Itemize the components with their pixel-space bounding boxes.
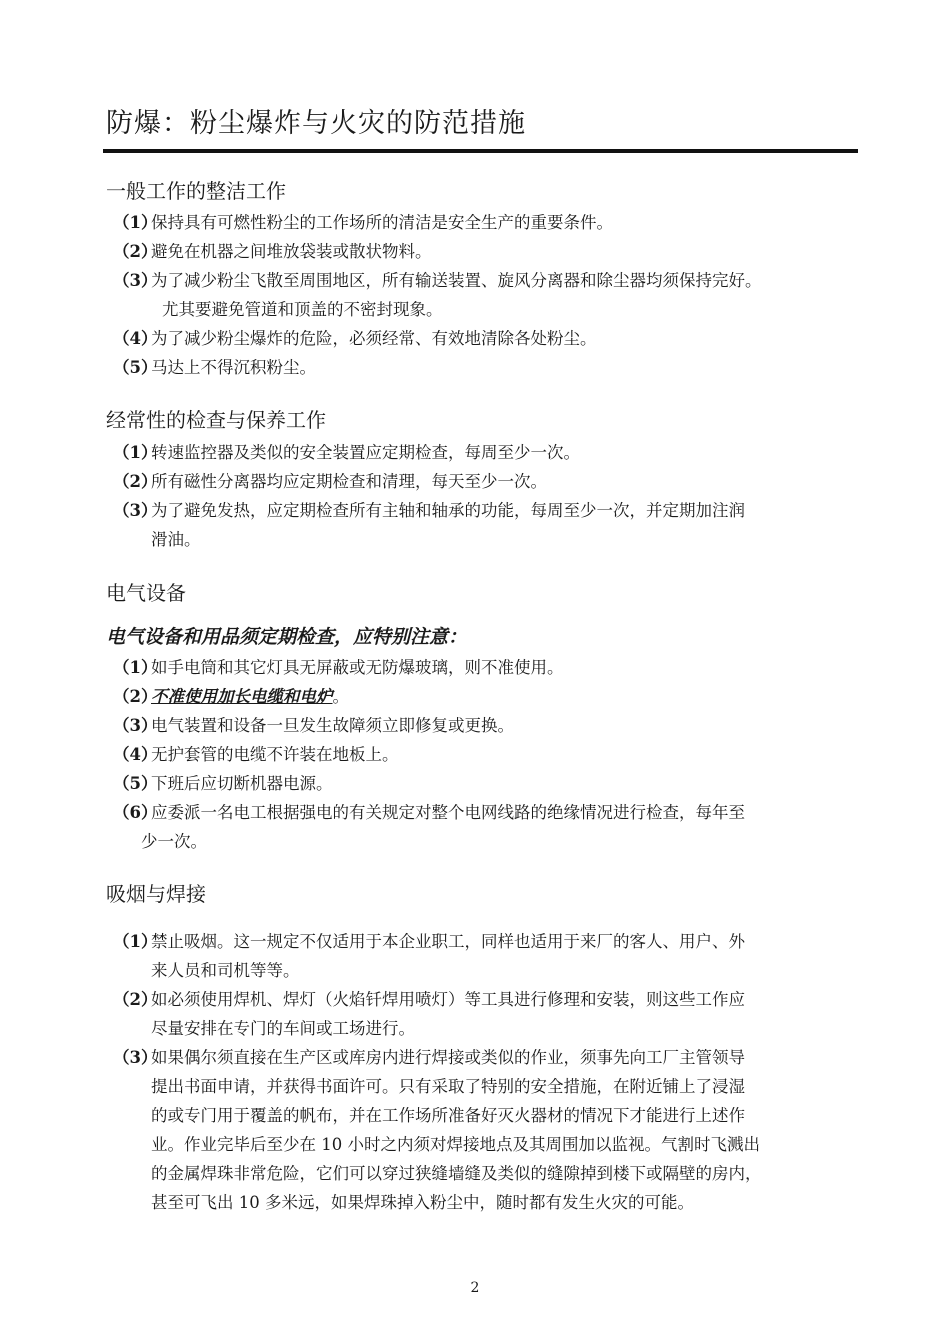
section-heading: 电气设备 bbox=[106, 581, 186, 605]
list-item-continuation: 少一次。 bbox=[141, 832, 207, 851]
list-item: （3）为了避免发热，应定期检查所有主轴和轴承的功能，每周至少一次，并定期加注润 bbox=[113, 501, 745, 520]
list-item: （1）禁止吸烟。这一规定不仅适用于本企业职工，同样也适用于来厂的客人、用户、外 bbox=[113, 932, 745, 951]
list-item-continuation: 的或专门用于覆盖的帆布，并在工作场所准备好灭火器材的情况下才能进行上述作 bbox=[151, 1106, 745, 1125]
list-item-continuation: 尤其要避免管道和顶盖的不密封现象。 bbox=[162, 300, 443, 319]
emphasized-text: 不准使用加长电缆和电炉 bbox=[151, 687, 333, 706]
list-item-continuation: 来人员和司机等等。 bbox=[151, 961, 300, 980]
list-item-continuation: 的金属焊珠非常危险，它们可以穿过狭缝墙缝及类似的缝隙掉到楼下或隔壁的房内， bbox=[151, 1164, 762, 1183]
section-heading: 吸烟与焊接 bbox=[106, 882, 206, 906]
list-item: （3）如果偶尔须直接在生产区或库房内进行焊接或类似的作业，须事先向工厂主管领导 bbox=[113, 1048, 745, 1067]
list-item: （3）电气装置和设备一旦发生故障须立即修复或更换。 bbox=[113, 716, 514, 735]
section-heading: 经常性的检查与保养工作 bbox=[106, 408, 326, 432]
section-subheading: 电气设备和用品须定期检查，应特别注意： bbox=[106, 626, 468, 648]
list-item: （4）无护套管的电缆不许装在地板上。 bbox=[113, 745, 399, 764]
page-number: 2 bbox=[470, 1280, 480, 1296]
list-item-continuation: 滑油。 bbox=[151, 530, 201, 549]
list-item-continuation: 提出书面申请，并获得书面许可。只有采取了特别的安全措施，在附近铺上了浸湿 bbox=[151, 1077, 745, 1096]
list-item: （3）为了减少粉尘飞散至周围地区，所有输送装置、旋风分离器和除尘器均须保持完好。 bbox=[113, 271, 762, 290]
section-heading: 一般工作的整洁工作 bbox=[106, 179, 286, 203]
title-divider bbox=[103, 149, 858, 153]
list-item: （1）转速监控器及类似的安全装置应定期检查，每周至少一次。 bbox=[113, 443, 580, 462]
list-item: （2）所有磁性分离器均应定期检查和清理，每天至少一次。 bbox=[113, 472, 547, 491]
list-item: （2）不准使用加长电缆和电炉。 bbox=[113, 687, 349, 706]
list-item: （2）如必须使用焊机、焊灯（火焰钎焊用喷灯）等工具进行修理和安装，则这些工作应 bbox=[113, 990, 745, 1009]
list-item-continuation: 尽量安排在专门的车间或工场进行。 bbox=[151, 1019, 415, 1038]
list-item-continuation: 甚至可飞出 10 多米远，如果焊珠掉入粉尘中，随时都有发生火灾的可能。 bbox=[151, 1193, 694, 1212]
list-item-continuation: 业。作业完毕后至少在 10 小时之内须对焊接地点及其周围加以监视。气割时飞溅出 bbox=[151, 1135, 760, 1154]
list-item: （6）应委派一名电工根据强电的有关规定对整个电网线路的绝缘情况进行检查，每年至 bbox=[113, 803, 745, 822]
list-item: （1）如手电筒和其它灯具无屏蔽或无防爆玻璃，则不准使用。 bbox=[113, 658, 564, 677]
list-item: （1）保持具有可燃性粉尘的工作场所的清洁是安全生产的重要条件。 bbox=[113, 213, 613, 232]
list-item: （4）为了减少粉尘爆炸的危险，必须经常、有效地清除各处粉尘。 bbox=[113, 329, 597, 348]
list-item: （2）避免在机器之间堆放袋装或散状物料。 bbox=[113, 242, 432, 261]
page-title: 防爆：粉尘爆炸与火灾的防范措施 bbox=[106, 108, 526, 139]
list-item: （5）下班后应切断机器电源。 bbox=[113, 774, 333, 793]
list-item: （5）马达上不得沉积粉尘。 bbox=[113, 358, 316, 377]
